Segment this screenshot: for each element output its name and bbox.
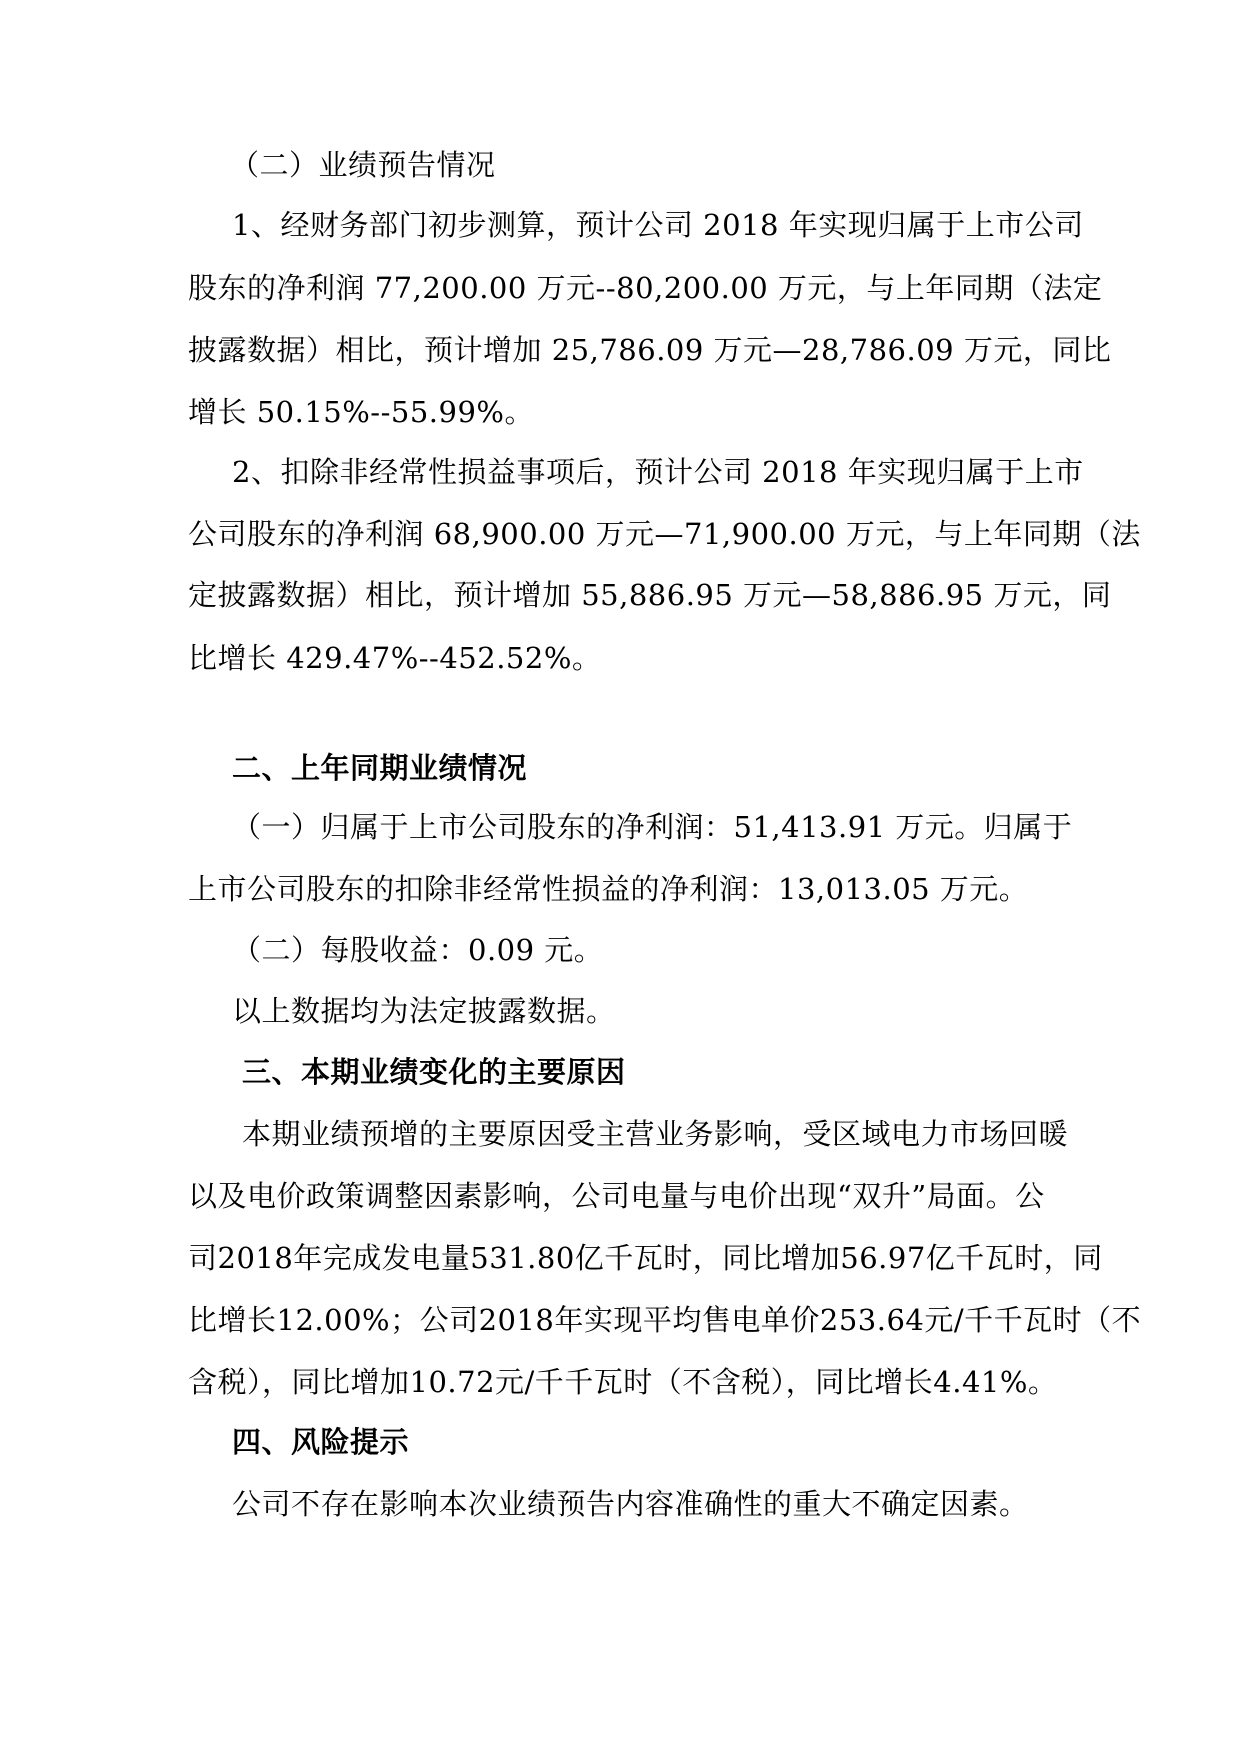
paragraph-line: 披露数据）相比，预计增加 25,786.09 万元—28,786.09 万元，同比 [188, 333, 1112, 367]
paragraph-line: （一）归属于上市公司股东的净利润：51,413.91 万元。归属于 [232, 810, 1073, 844]
paragraph-line: 以及电价政策调整因素影响，公司电量与电价出现“双升”局面。公 [188, 1179, 1045, 1213]
paragraph-line: 比增长12.00%；公司2018年实现平均售电单价253.64元/千千瓦时（不 [188, 1303, 1142, 1337]
paragraph-line: 2、扣除非经常性损益事项后，预计公司 2018 年实现归属于上市 [232, 455, 1084, 489]
paragraph-line: 比增长 429.47%--452.52%。 [188, 641, 602, 675]
paragraph-line: 公司不存在影响本次业绩预告内容准确性的重大不确定因素。 [232, 1487, 1029, 1521]
paragraph-line: 定披露数据）相比，预计增加 55,886.95 万元—58,886.95 万元，同 [188, 578, 1112, 612]
section-heading: （二）业绩预告情况 [230, 148, 496, 182]
paragraph-line: 增长 50.15%--55.99%。 [188, 395, 534, 429]
paragraph-line: 上市公司股东的扣除非经常性损益的净利润：13,013.05 万元。 [188, 872, 1029, 906]
section-heading: 三、本期业绩变化的主要原因 [242, 1055, 626, 1089]
paragraph-line: 含税），同比增加10.72元/千千瓦时（不含税），同比增长4.41%。 [188, 1365, 1058, 1399]
paragraph-line: 本期业绩预增的主要原因受主营业务影响，受区域电力市场回暖 [242, 1117, 1069, 1151]
paragraph-line: 以上数据均为法定披露数据。 [232, 994, 616, 1028]
paragraph-line: 公司股东的净利润 68,900.00 万元—71,900.00 万元，与上年同期（法 [188, 517, 1141, 551]
paragraph-line: 股东的净利润 77,200.00 万元--80,200.00 万元，与上年同期（法定 [188, 271, 1103, 305]
section-heading: 二、上年同期业绩情况 [232, 751, 528, 785]
paragraph-line: 司2018年完成发电量531.80亿千瓦时，同比增加56.97亿千瓦时，同 [188, 1241, 1103, 1275]
section-heading: 四、风险提示 [232, 1425, 410, 1459]
paragraph-line: 1、经财务部门初步测算，预计公司 2018 年实现归属于上市公司 [232, 208, 1084, 242]
paragraph-line: （二）每股收益：0.09 元。 [232, 933, 604, 967]
